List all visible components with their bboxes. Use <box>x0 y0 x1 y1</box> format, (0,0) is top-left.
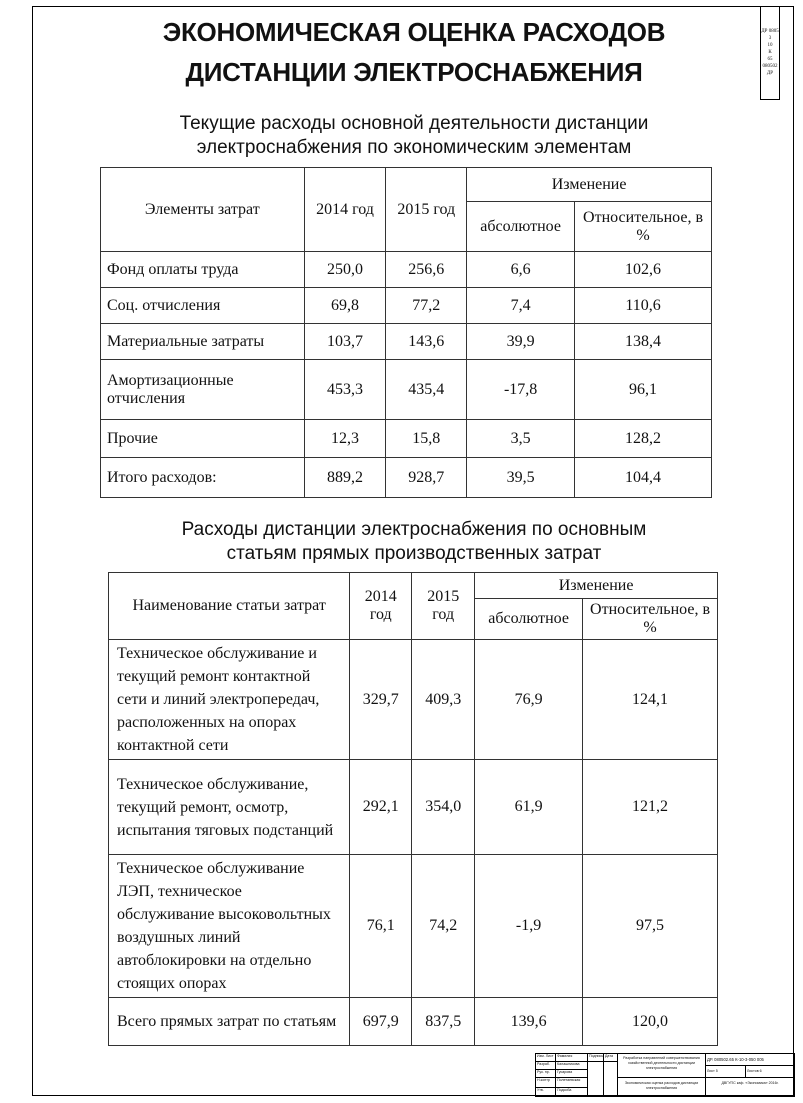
direct-costs-table <box>108 572 718 1046</box>
table-row: Техническое обслуживание ЛЭП, техническое обслуживание высоковольтных воздушных линий автоблокировки на отдельно стоящих опорах 76,1 74,2 -1,9 97,5 <box>109 855 718 998</box>
document-code: ДР. 080502.65 К-10-3-050 005 <box>706 1054 795 1066</box>
costs-by-element-table <box>100 167 712 498</box>
header-change: Изменение <box>475 573 718 599</box>
table-row: Техническое обслуживание, текущий ремонт, осмотр, испытания тяговых подстанций 292,1 354,0 61,9 121,2 <box>109 760 718 855</box>
table-row-total: Всего прямых затрат по статьям 697,9 837,5 139,6 120,0 <box>109 998 718 1046</box>
table1-caption-line-1: Текущие расходы основной деятельности дистанции <box>179 113 649 134</box>
table-row: Соц. отчисления 69,8 77,2 7,4 110,6 <box>101 288 712 324</box>
header-change: Изменение <box>467 168 712 202</box>
table2-caption-line-1: Расходы дистанции электроснабжения по основным <box>181 519 647 540</box>
table-row: Прочие 12,3 15,8 3,5 128,2 <box>101 420 712 458</box>
table1-caption-line-2: электроснабжения по экономическим элементам <box>196 137 632 158</box>
header-relative: Относительное, в % <box>575 202 712 252</box>
header-2015: 2015 год <box>412 573 475 640</box>
table-row: Амортизационные отчисления 453,3 435,4 -17,8 96,1 <box>101 360 712 420</box>
table-row: Фонд оплаты труда 250,0 256,6 6,6 102,6 <box>101 252 712 288</box>
header-2014: 2014 год <box>350 573 412 640</box>
header-elements: Элементы затрат <box>101 168 305 252</box>
page-title-line-2: ДИСТАНЦИИ ЭЛЕКТРОСНАБЖЕНИЯ <box>185 57 643 87</box>
header-2014: 2014 год <box>304 168 386 252</box>
header-absolute: абсолютное <box>475 599 583 640</box>
organization: ДВГУПС каф. «Экономика» 2016г. <box>706 1078 795 1097</box>
side-stamp: ДР 0805 3 10 К 65 080502 ДР <box>760 6 780 100</box>
table-row: Техническое обслуживание и текущий ремонт контактной сети и линий электропередач, расположенных на опорах контактной сети 329,7 409,3 76,9 124,1 <box>109 640 718 760</box>
table-row-total: Итого расходов: 889,2 928,7 39,5 104,4 <box>101 458 712 498</box>
header-item: Наименование статьи затрат <box>109 573 350 640</box>
header-2015: 2015 год <box>386 168 467 252</box>
header-relative: Относительное, в % <box>583 599 718 640</box>
project-title: Разработка направлений совершенствования хозяйственной деятельности дистанции электроснабжения <box>618 1054 706 1078</box>
title-block-stamp: Изм. Лист Фамилия Подпись Дата Разраб. Калашникова Рук. пр. Гусарова Н.контр Полетаевская Утв. Подсоба Разработка направлений совершенствования хозяйственной деятельности дистанции электроснабжения ДР. 080502.65 К-10-3-050 005 Лист 5 Листов 6 Экономическая оценка расходов дистанции электроснабжения ДВГУПС каф. «Экономика» 2016г. <box>535 1053 795 1097</box>
section-title: Экономическая оценка расходов дистанции электроснабжения <box>618 1078 706 1097</box>
page-title-line-1: ЭКОНОМИЧЕСКАЯ ОЦЕНКА РАСХОДОВ <box>162 17 666 47</box>
table-row: Материальные затраты 103,7 143,6 39,9 138,4 <box>101 324 712 360</box>
table2-caption-line-2: статьям прямых производственных затрат <box>226 543 602 564</box>
header-absolute: абсолютное <box>467 202 575 252</box>
